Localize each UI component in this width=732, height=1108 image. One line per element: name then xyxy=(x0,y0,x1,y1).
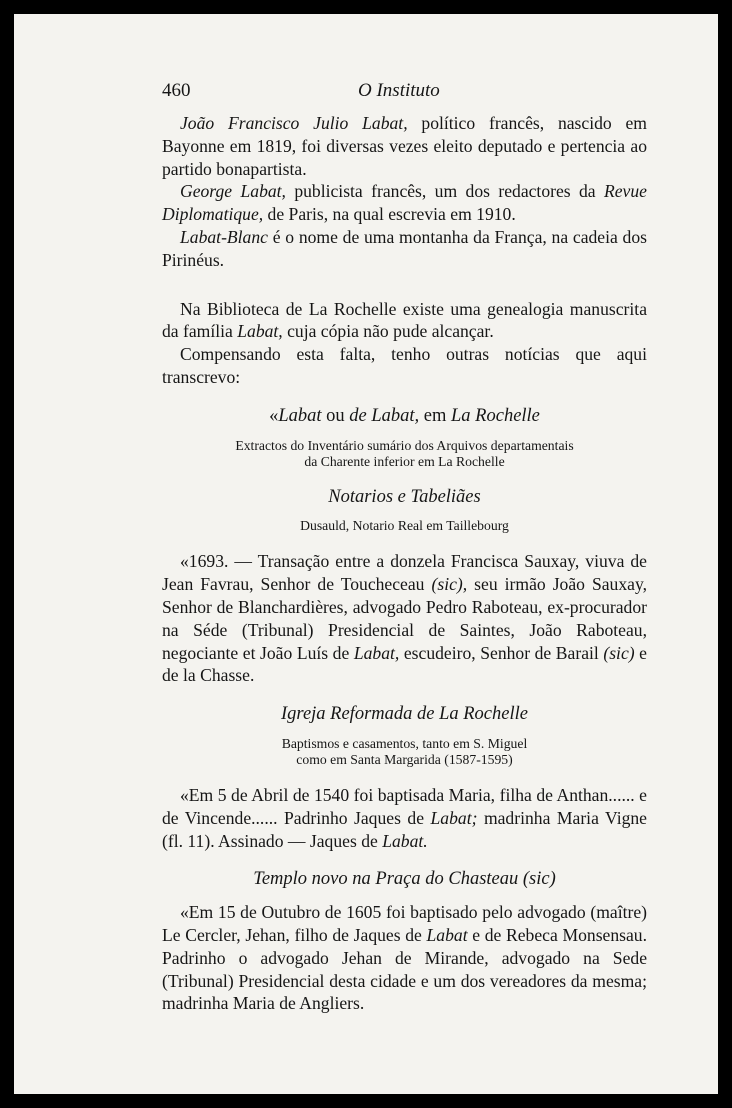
subsection-title-templo: Templo novo na Praça do Chasteau (sic) xyxy=(253,869,556,890)
person-name: George Labat, xyxy=(180,181,286,202)
paragraph-biblioteca: Na Biblioteca de La Rochelle existe uma genealogia manuscrita da família Labat, cuja cópia não pude alcançar. xyxy=(162,298,647,342)
subsection-subtitle-dusauld: Dusauld, Notario Real em Taillebourg xyxy=(300,518,509,534)
running-title: O Instituto xyxy=(358,80,440,101)
family-name: Labat, xyxy=(237,321,283,342)
section-heading: «Labat ou de Labat, em La Rochelle xyxy=(269,405,540,426)
paragraph-george-labat: George Labat, publicista francês, um dos redactores da Revue Diplomatique, de Paris, na qual escrevia em 1910. xyxy=(162,181,647,225)
page-content xyxy=(162,72,647,1015)
subsection-title-igreja: Igreja Reformada de La Rochelle xyxy=(281,704,528,725)
book-page xyxy=(14,14,718,1094)
paragraph-compensando: Compensando esta falta, tenho outras notícias que aqui transcrevo: xyxy=(162,344,647,387)
journal-title: Revue Diplomatique, xyxy=(162,181,647,225)
person-name: João Francisco Julio Labat, xyxy=(180,113,408,133)
paragraph-labat-blanc: Labat-Blanc é o nome de uma montanha da França, na cadeia dos Pirinéus. xyxy=(162,226,647,270)
extract-note: Extractos do Inventário sumário dos Arquivos departamentais da Charente inferior em La Rochelle xyxy=(235,437,574,469)
paragraph-joao-labat: João Francisco Julio Labat, político francês, nascido em Bayonne em 1819, foi diversas vezes eleito deputado e pertencia ao partido bonapartista. xyxy=(162,113,647,179)
paragraph-gap xyxy=(162,272,647,298)
page-number: 460 xyxy=(162,80,191,101)
subsection-title-notarios: Notarios e Tabeliães xyxy=(328,486,481,507)
quote-1605: «Em 15 de Outubro de 1605 foi baptisado pelo advogado (maître) Le Cercler, Jehan, filho de Jaques de Labat e de Rebeca Monsensau. Padrinho o advogado Jehan de Mirande, advogado na Sede (Tribunal) Presidencial desta cidade e um dos vereadores da mesma; madrinha Maria de Angliers. xyxy=(162,902,647,1014)
place-name: Labat-Blanc xyxy=(180,226,268,247)
page-header xyxy=(162,72,647,112)
quote-1693: «1693. — Transação entre a donzela Francisca Sauxay, viuva de Jean Favrau, Senhor de Toucheceau (sic), seu irmão João Sauxay, Senhor de Blanchardières, advogado Pedro Raboteau, ex-procurador na Séde (Tribunal) Presidencial de Saintes, João Raboteau, negociante et João Luís de Labat, escudeiro, Senhor de Barail (sic) e de la Chasse. xyxy=(162,551,648,686)
subsection-subtitle-baptismos: Baptismos e casamentos, tanto em S. Miguel como em Santa Margarida (1587-1595) xyxy=(281,735,528,767)
quote-1540: «Em 5 de Abril de 1540 foi baptisada Maria, filha de Anthan...... e de Vincende...... Padrinho Jaques de Labat; madrinha Maria Vigne (fl. 11). Assinado — Jaques de Labat. xyxy=(162,784,647,851)
